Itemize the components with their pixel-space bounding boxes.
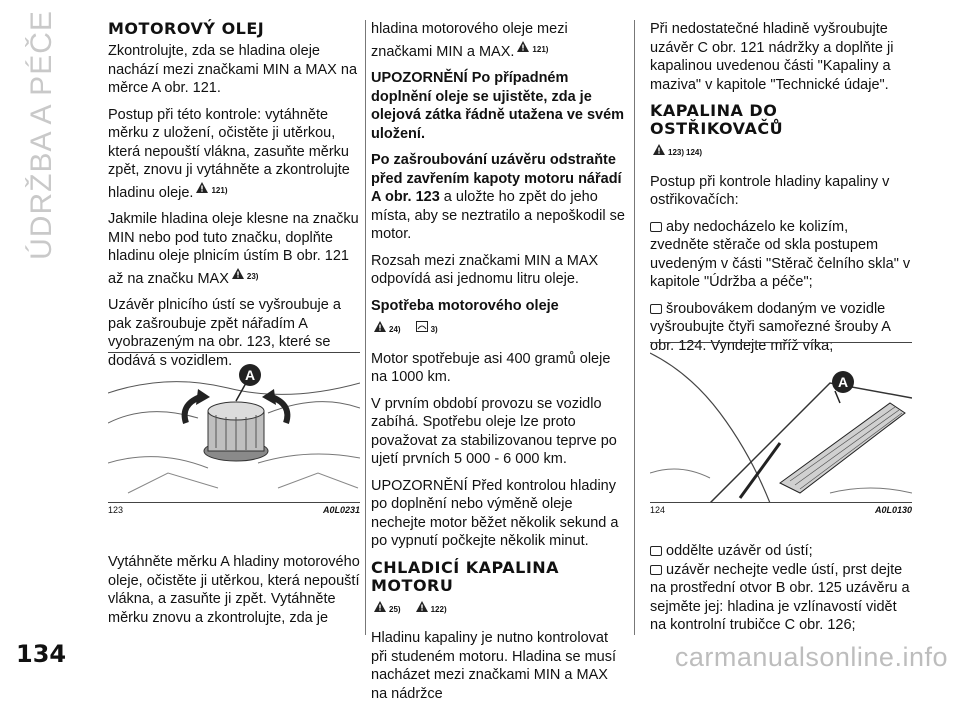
column-2 [371, 20, 625, 711]
bullet-icon [650, 565, 662, 575]
warning-icon [517, 39, 529, 58]
paragraph: Při nedostatečné hladině vyšroubujte uzávěr C obr. 121 nádržky a doplňte ji kapalinou uvedenou části "Kapaliny a maziva" v kapitole "Technické údaje". [650, 21, 894, 93]
bullet-icon [650, 304, 662, 314]
paragraph: Postup při kontrole hladiny kapaliny v ostřikovačích: [650, 173, 890, 208]
column-3 [650, 20, 912, 363]
watermark: carmanualsonline.info [674, 642, 948, 672]
section-side-tab: ÚDRŽBA A PÉČE [25, 10, 58, 260]
heading-coolant: CHLADICÍ KAPALINA MOTORU [371, 557, 560, 595]
bullet-item: uzávěr nechejte vedle ústí, prst dejte [650, 561, 912, 580]
paragraph: Postup při této kontrole: vytáhněte měrku z uložení, očistěte ji utěrkou, která nepouští vlákna, zasuňte měrku zpět, znovu ji vytáhněte a zkontrolujte hladinu oleje. $^{121)}$ [108, 106, 350, 201]
bullet-icon [650, 546, 662, 556]
heading-engine-oil: MOTOROVÝ OLEJ [108, 19, 265, 38]
note-ref: 24) [389, 325, 401, 334]
note-ref: 25) [389, 604, 401, 614]
subheading-oil-consumption: Spotřeba motorového oleje [371, 297, 559, 314]
figure-caption [108, 502, 360, 521]
paragraph: Motor spotřebuje asi 400 gramů oleje na 1000 km. [371, 350, 611, 385]
column-divider [634, 20, 635, 635]
paragraph: Rozsah mezi značkami MIN a MAX odpovídá asi jednomu litru oleje. [371, 252, 599, 287]
heading-washer-fluid: KAPALINA DO OSTŘIKOVAČŮ [650, 101, 784, 138]
bullet-item: oddělte uzávěr od ústí; [650, 542, 912, 561]
paragraph: Vytáhněte měrku A hladiny motorového oleje, očistěte ji utěrkou, která nepouští vlákna, a zasuňte ji zpět. Vytáhněte měrku znovu a zkontrolujte, zda je [108, 554, 360, 626]
paragraph: Uzávěr plnicího ústí se vyšroubuje a pak zašroubuje zpět nářadím A vyobrazeným na obr. 123, které se dodává s vozidlem. [108, 297, 341, 369]
bullet-item: šroubovákem dodaným ve vozidle [650, 300, 912, 319]
washer-cover-illustration [650, 343, 912, 503]
bullet-icon [650, 222, 662, 232]
warning-icon [653, 142, 665, 161]
column-divider [365, 20, 366, 635]
figure-number: 123 [108, 505, 124, 515]
figure-number: 124 [650, 505, 666, 515]
paragraph: Zkontrolujte, zda se hladina oleje nachází mezi značkami MIN a MAX na měrce A obr. 121. [108, 43, 358, 96]
page-number: 134 [16, 640, 67, 668]
paragraph: hladina motorového oleje mezi značkami MIN a MAX. $^{121)}$ [371, 21, 568, 60]
figure-code: A0L0130 [874, 505, 912, 515]
bullet-item: aby nedocházelo ke kolizím, [650, 218, 912, 237]
note-ref: 124) [686, 148, 703, 157]
paragraph: Jakmile hladina oleje klesne na značku MIN nebo pod tuto značku, doplňte hladinu oleje plnicím ústím B obr. 121 až na značku MAX $^{23)}$ [108, 211, 359, 287]
warning-paragraph: UPOZORNĚNÍ Po případném doplnění oleje se ujistěte, zda je olejová zátka řádně utažena ve svém uložení. [371, 70, 625, 142]
paragraph: Hladinu kapaliny je nutno kontrolovat při studeném motoru. Hladina se musí nacházet mezi značkami MIN a MAX na nádržce [371, 630, 616, 702]
column-1 [108, 20, 360, 378]
paragraph: UPOZORNĚNÍ Před kontrolou hladiny po doplnění nebo výměně oleje nechejte motor běžet několik sekund a po vypnutí počkejte několik minut. [371, 477, 619, 549]
figure-label: A [244, 367, 256, 383]
note-ref: 122) [430, 604, 447, 614]
refs-row [650, 142, 912, 165]
column-1-bottom [108, 553, 360, 635]
warning-icon [196, 180, 208, 199]
note-ref: 23) [246, 271, 259, 281]
figure-label: A [837, 374, 849, 390]
paragraph: V prvním období provozu se vozidlo zabíhá. Spotřebu oleje lze proto považovat za stabilizovanou teprve po ujetí prvních 5 000 - 6 000 km. [371, 395, 617, 467]
paragraph: Po zašroubování uzávěru odstraňte před zavřením kapoty motoru nářadí A obr. 123 a uložte ho zpět do jeho místa, aby se neztratilo a nepoškodil se motor. [371, 152, 625, 242]
oil-cap-illustration [108, 353, 360, 503]
note-ref: 121) [211, 185, 228, 195]
info-icon [416, 319, 428, 338]
paragraph: zvedněte stěrače od skla postupem uvedeným v části "Stěrač čelního skla" v kapitole "Údržba a péče"; [650, 237, 911, 290]
paragraph: vyšroubujte čtyři samořezné šrouby A obr. 124. Vyndejte mříž víka; [650, 319, 891, 354]
paragraph: na prostřední otvor B obr. 125 uzávěru a sejměte jej: hladina je vzlínavostí vidět na kontrolní trubičce C obr. 126; [650, 580, 910, 633]
figure-124 [650, 342, 912, 515]
note-ref: 121) [532, 44, 549, 54]
refs-row [371, 319, 625, 342]
figure-caption [650, 502, 912, 521]
note-ref: 123) [668, 148, 685, 157]
note-ref: 3) [430, 325, 438, 334]
figure-code: A0L0231 [322, 505, 360, 515]
warning-icon [416, 599, 428, 618]
warning-icon [374, 599, 386, 618]
refs-row [371, 599, 625, 622]
warning-icon [232, 266, 244, 285]
figure-123 [108, 352, 360, 515]
warning-icon [374, 319, 386, 338]
column-3-bottom [650, 542, 912, 643]
